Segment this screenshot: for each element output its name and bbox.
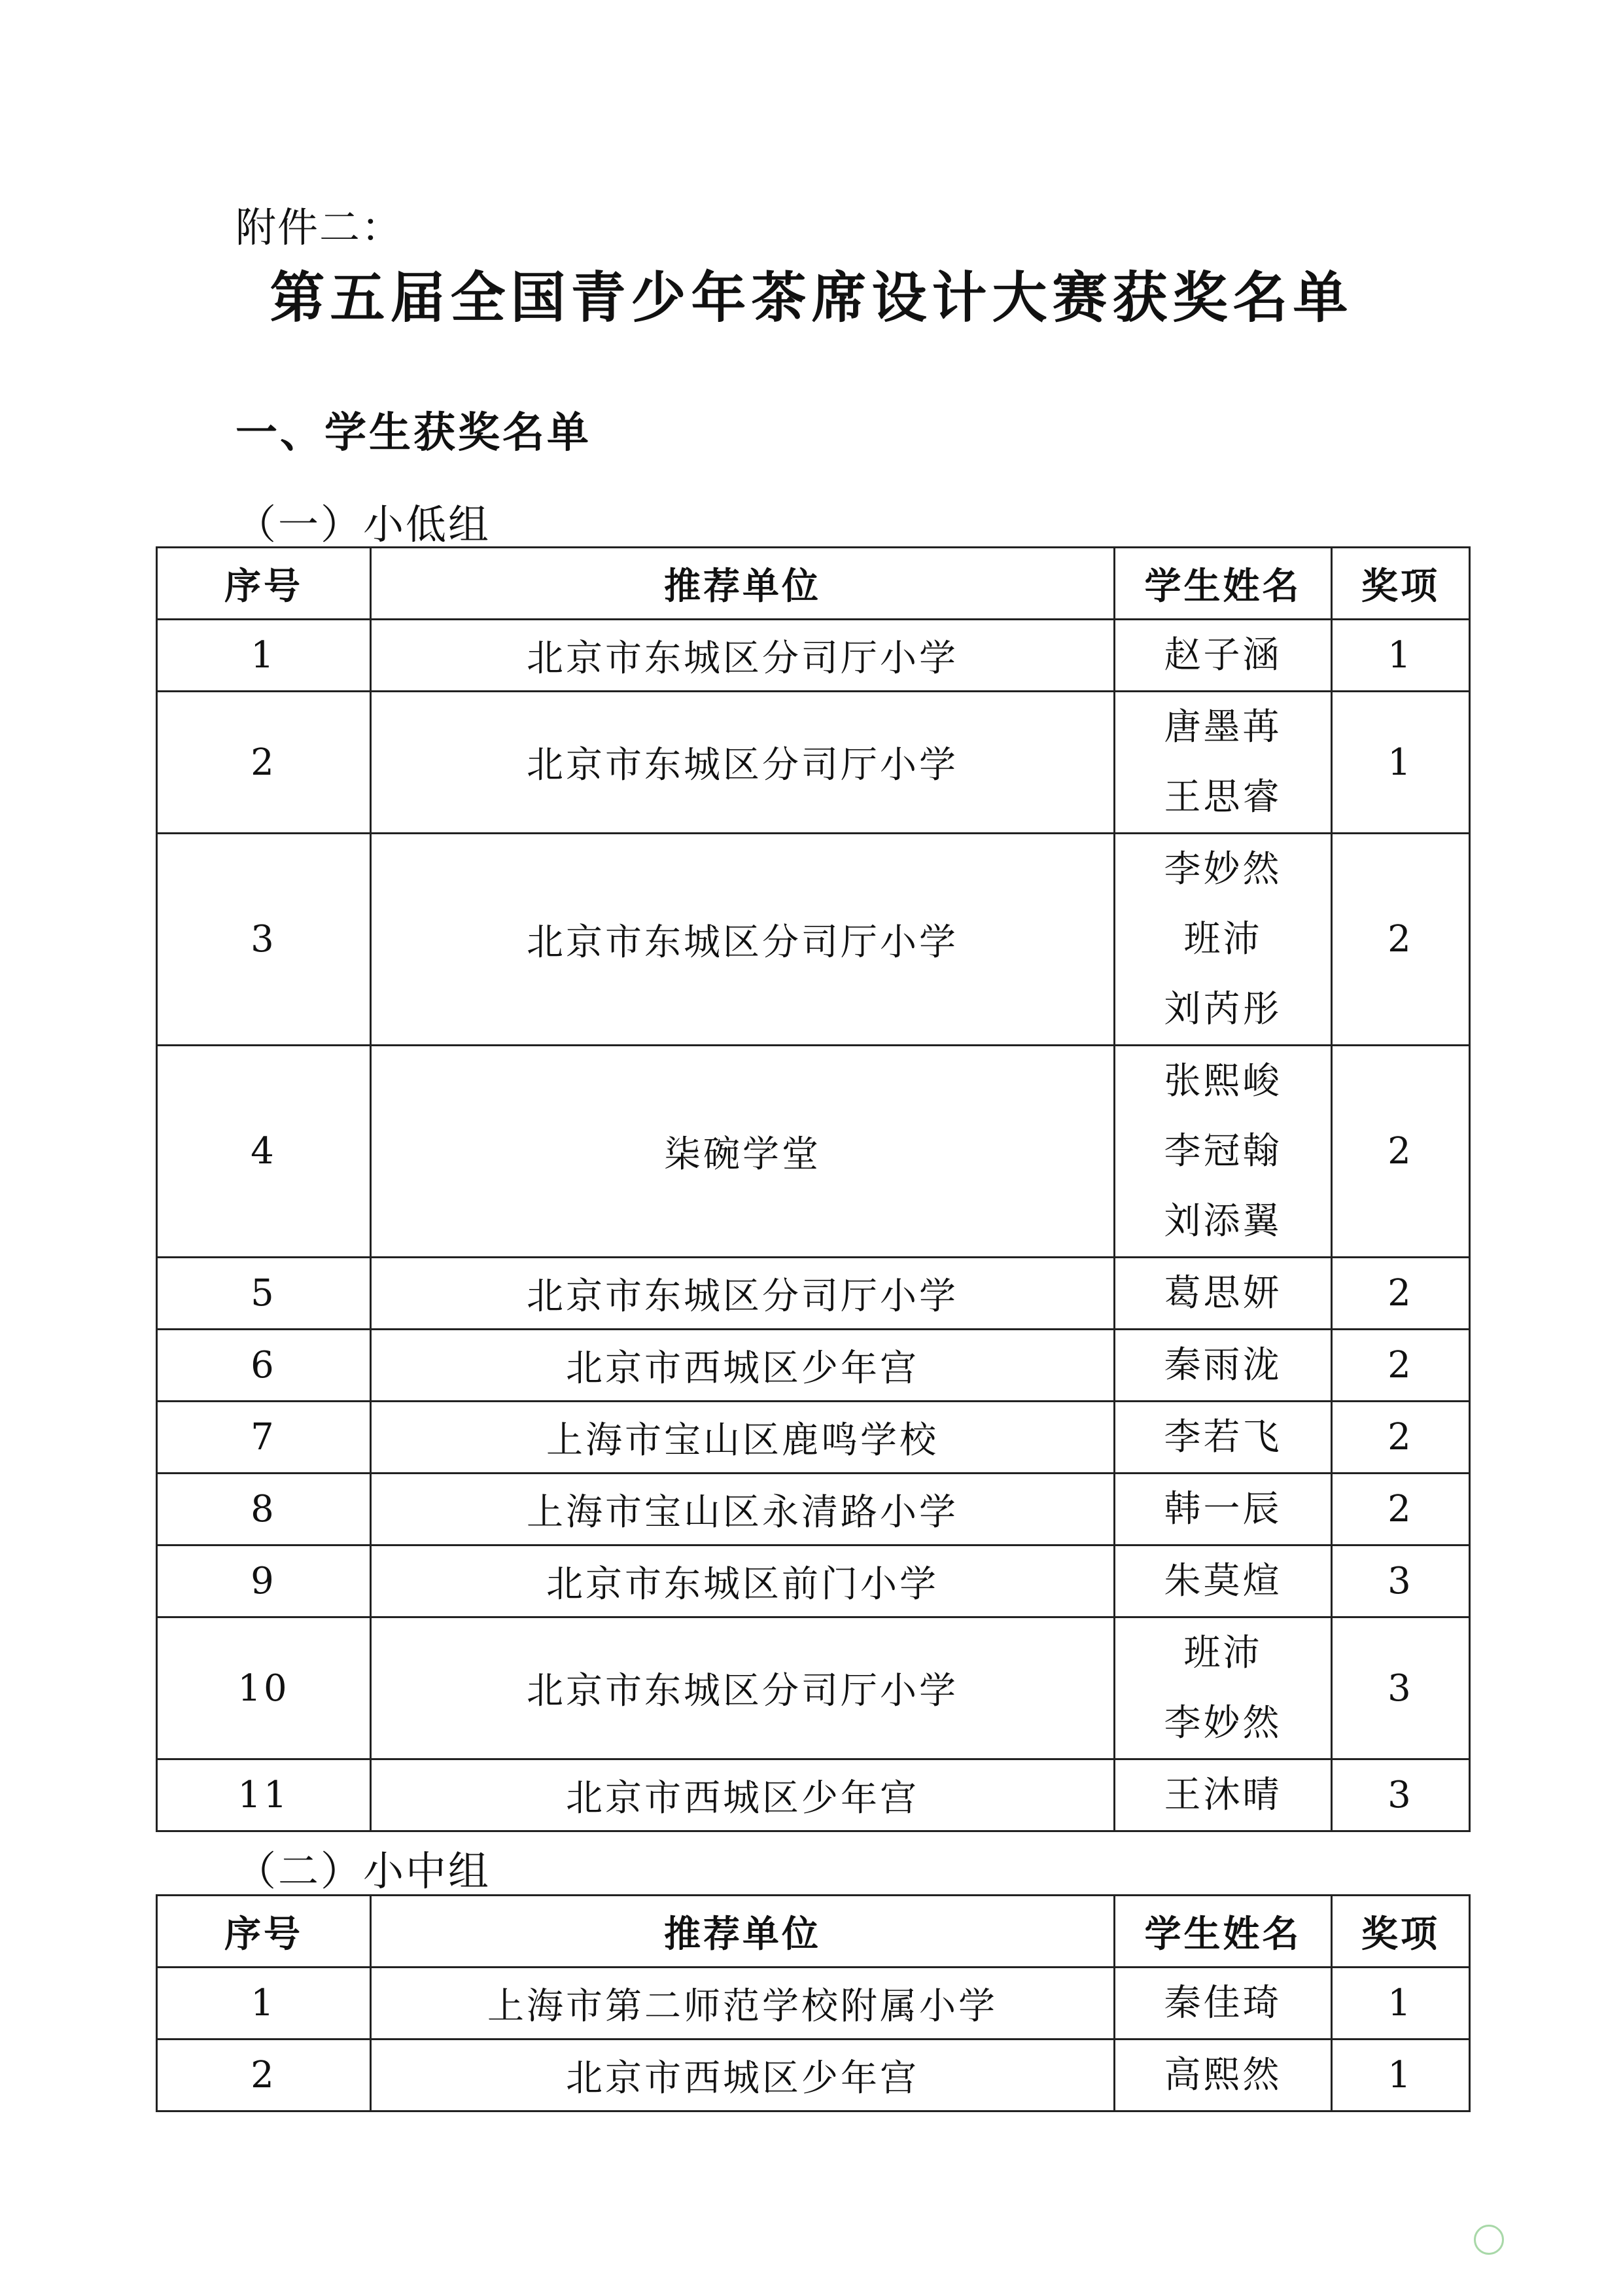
- table-row: [157, 692, 1470, 834]
- names-cell: [1115, 1330, 1332, 1402]
- header-seq: 序号: [157, 1896, 371, 1968]
- award-cell: 2: [1332, 834, 1470, 1046]
- names-cell: [1115, 2040, 1332, 2111]
- names-cell: [1115, 620, 1332, 692]
- student-name: 秦雨泷: [1164, 1344, 1282, 1386]
- table-body: [157, 620, 1470, 1831]
- names-cell: [1115, 834, 1332, 1046]
- student-name: 刘添翼: [1164, 1200, 1282, 1243]
- table-row: [157, 620, 1470, 692]
- names-cell: [1115, 1258, 1332, 1330]
- names-cell: [1115, 1474, 1332, 1545]
- stamp-icon: [1474, 2225, 1504, 2255]
- award-cell: 2: [1332, 1046, 1470, 1258]
- table-row: [157, 1759, 1470, 1831]
- names-cell: [1115, 1545, 1332, 1617]
- seq-cell: 3: [157, 834, 371, 1046]
- unit-cell: 北京市东城区分司厅小学: [371, 620, 1115, 692]
- table-header-row: [157, 1896, 1470, 1968]
- student-name: 李冠翰: [1164, 1130, 1282, 1173]
- group-label-primary-mid: （二）小中组: [236, 1847, 491, 1895]
- table-row: [157, 834, 1470, 1046]
- unit-cell: 北京市东城区分司厅小学: [371, 1617, 1115, 1759]
- seq-cell: 1: [157, 620, 371, 692]
- seq-cell: 10: [157, 1617, 371, 1759]
- table-row: [157, 1402, 1470, 1474]
- student-name: 赵子涵: [1164, 634, 1282, 677]
- award-cell: 2: [1332, 1330, 1470, 1402]
- unit-cell: 北京市西城区少年宫: [371, 1330, 1115, 1402]
- unit-cell: 北京市东城区前门小学: [371, 1545, 1115, 1617]
- award-cell: 3: [1332, 1617, 1470, 1759]
- unit-cell: 柒碗学堂: [371, 1046, 1115, 1258]
- unit-cell: 上海市宝山区鹿鸣学校: [371, 1402, 1115, 1474]
- seq-cell: 9: [157, 1545, 371, 1617]
- student-name: 朱莫煊: [1164, 1560, 1282, 1602]
- student-name: 李妙然: [1164, 1702, 1282, 1744]
- award-cell: 2: [1332, 1258, 1470, 1330]
- table-row: [157, 1617, 1470, 1759]
- section-heading: 一、学生获奖名单: [236, 408, 591, 457]
- header-seq: 序号: [157, 548, 371, 620]
- student-name: 刘芮彤: [1164, 988, 1282, 1031]
- header-names: 学生姓名: [1115, 1896, 1332, 1968]
- table-row: [157, 1968, 1470, 2040]
- header-names: 学生姓名: [1115, 548, 1332, 620]
- names-cell: [1115, 1759, 1332, 1831]
- seq-cell: 7: [157, 1402, 371, 1474]
- award-cell: 3: [1332, 1759, 1470, 1831]
- unit-cell: 上海市宝山区永清路小学: [371, 1474, 1115, 1545]
- award-table-primary-mid: [156, 1894, 1471, 2112]
- seq-cell: 8: [157, 1474, 371, 1545]
- award-cell: 1: [1332, 2040, 1470, 2111]
- student-name: 班沛: [1183, 1632, 1263, 1674]
- student-name: 张熙峻: [1164, 1060, 1282, 1103]
- header-award: 奖项: [1332, 548, 1470, 620]
- table-header-row: [157, 548, 1470, 620]
- award-cell: 2: [1332, 1402, 1470, 1474]
- table-row: [157, 1258, 1470, 1330]
- student-name: 王思睿: [1164, 776, 1282, 819]
- seq-cell: 6: [157, 1330, 371, 1402]
- seq-cell: 5: [157, 1258, 371, 1330]
- seq-cell: 11: [157, 1759, 371, 1831]
- student-name: 高熙然: [1164, 2054, 1282, 2096]
- award-cell: 3: [1332, 1545, 1470, 1617]
- unit-cell: 北京市西城区少年宫: [371, 2040, 1115, 2111]
- names-cell: [1115, 1968, 1332, 2040]
- seq-cell: 2: [157, 692, 371, 834]
- student-name: 秦佳琦: [1164, 1982, 1282, 2024]
- names-cell: [1115, 1046, 1332, 1258]
- award-cell: 1: [1332, 1968, 1470, 2040]
- group-label-primary-low: （一）小低组: [236, 501, 491, 548]
- award-cell: 1: [1332, 620, 1470, 692]
- table-row: [157, 1330, 1470, 1402]
- unit-cell: 北京市东城区分司厅小学: [371, 834, 1115, 1046]
- student-name: 葛思妍: [1164, 1272, 1282, 1315]
- student-name: 王沐晴: [1164, 1774, 1282, 1816]
- header-unit: 推荐单位: [371, 548, 1115, 620]
- seq-cell: 2: [157, 2040, 371, 2111]
- student-name: 李若飞: [1164, 1416, 1282, 1458]
- award-table-primary-low: [156, 546, 1471, 1832]
- attachment-label: 附件二：: [236, 203, 404, 251]
- unit-cell: 北京市东城区分司厅小学: [371, 692, 1115, 834]
- header-unit: 推荐单位: [371, 1896, 1115, 1968]
- seq-cell: 4: [157, 1046, 371, 1258]
- names-cell: [1115, 1402, 1332, 1474]
- seq-cell: 1: [157, 1968, 371, 2040]
- student-name: 唐墨苒: [1164, 706, 1282, 749]
- table-row: [157, 1046, 1470, 1258]
- unit-cell: 北京市西城区少年宫: [371, 1759, 1115, 1831]
- document-title: 第五届全国青少年茶席设计大赛获奖名单: [270, 265, 1353, 330]
- header-award: 奖项: [1332, 1896, 1470, 1968]
- student-name: 李妙然: [1164, 848, 1282, 891]
- award-cell: 1: [1332, 692, 1470, 834]
- table-body: [157, 1968, 1470, 2111]
- names-cell: [1115, 692, 1332, 834]
- student-name: 班沛: [1183, 918, 1263, 961]
- unit-cell: 上海市第二师范学校附属小学: [371, 1968, 1115, 2040]
- student-name: 韩一辰: [1164, 1488, 1282, 1530]
- unit-cell: 北京市东城区分司厅小学: [371, 1258, 1115, 1330]
- table-row: [157, 2040, 1470, 2111]
- award-cell: 2: [1332, 1474, 1470, 1545]
- table-row: [157, 1474, 1470, 1545]
- table-row: [157, 1545, 1470, 1617]
- names-cell: [1115, 1617, 1332, 1759]
